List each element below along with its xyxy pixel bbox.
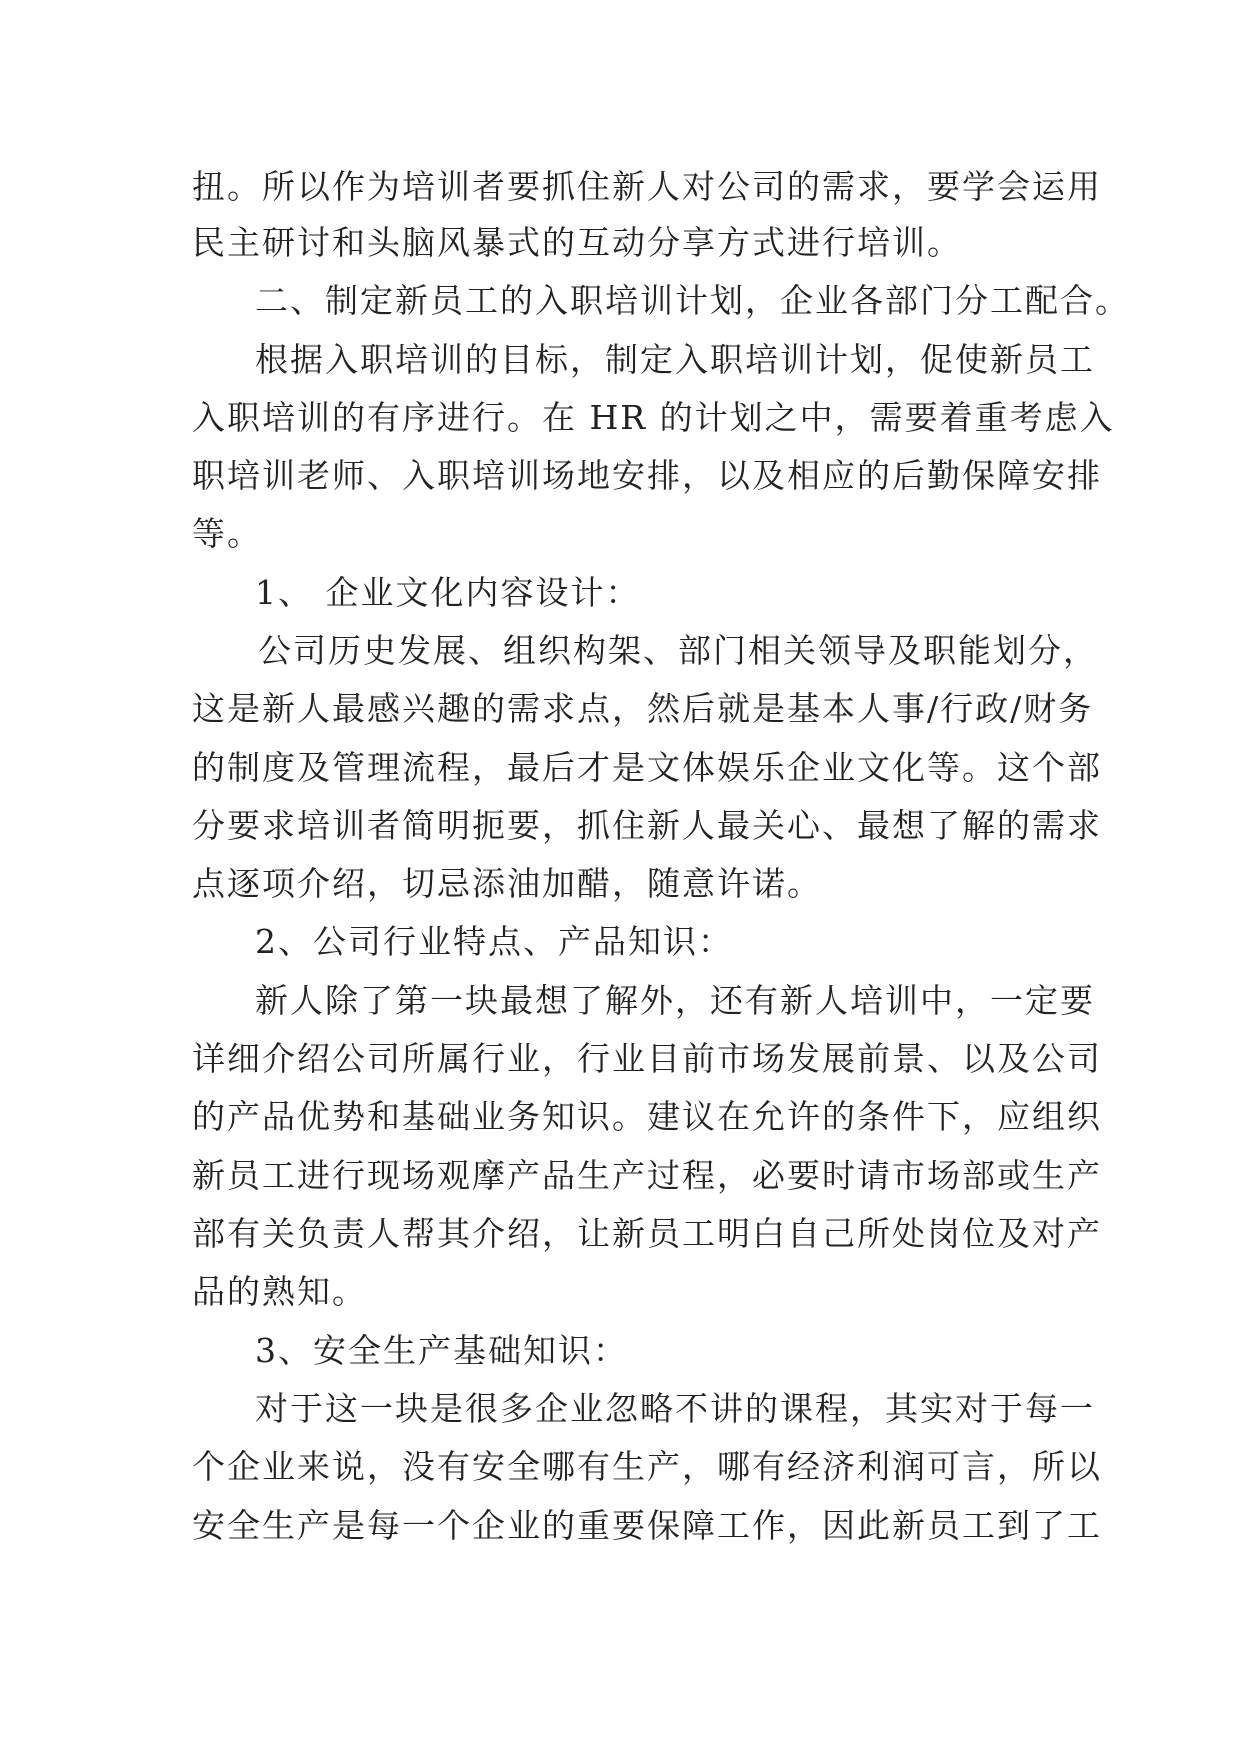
subsection-heading: 1、 企业文化内容设计： [255,573,641,612]
text-line: 这是新人最感兴趣的需求点，然后就是基本人事/行政/财务 [192,689,1094,728]
text-line: 职培训老师、入职培训场地安排，以及相应的后勤保障安排 [192,456,1102,495]
text-line: 对于这一块是很多企业忽略不讲的课程，其实对于每一 [255,1389,1095,1428]
text-line: 部有关负责人帮其介绍，让新员工明白自己所处岗位及对产 [192,1214,1102,1253]
subsection-heading: 2、公司行业特点、产品知识： [255,922,733,961]
section-heading: 二、制定新员工的入职培训计划，企业各部门分工配合。 [255,281,1130,320]
text-line: 的制度及管理流程，最后才是文体娱乐企业文化等。这个部 [192,748,1102,787]
subsection-heading: 3、安全生产基础知识： [255,1331,628,1370]
text-line: 等。 [192,514,262,553]
text-line: 详细介绍公司所属行业，行业目前市场发展前景、以及公司 [192,1039,1102,1078]
text-line: 公司历史发展、组织构架、部门相关领导及职能划分， [258,631,1098,670]
text-line: 扭。所以作为培训者要抓住新人对公司的需求，要学会运用 [192,167,1102,206]
text-line: 新员工进行现场观摩产品生产过程，必要时请市场部或生产 [192,1156,1102,1195]
text-line: 安全生产是每一个企业的重要保障工作，因此新员工到了工 [192,1506,1102,1545]
text-line: 入职培训的有序进行。在 HR 的计划之中，需要着重考虑入 [192,398,1115,437]
text-line: 个企业来说，没有安全哪有生产，哪有经济利润可言，所以 [192,1447,1102,1486]
text-line: 分要求培训者简明扼要，抓住新人最关心、最想了解的需求 [192,806,1102,845]
text-line: 点逐项介绍，切忌添油加醋，随意许诺。 [192,864,822,903]
text-line: 新人除了第一块最想了解外，还有新人培训中，一定要 [255,981,1095,1020]
text-line: 的产品优势和基础业务知识。建议在允许的条件下，应组织 [192,1097,1102,1136]
text-line: 品的熟知。 [192,1272,367,1311]
text-line: 根据入职培训的目标，制定入职培训计划，促使新员工 [255,340,1095,379]
text-line: 民主研讨和头脑风暴式的互动分享方式进行培训。 [192,223,962,262]
